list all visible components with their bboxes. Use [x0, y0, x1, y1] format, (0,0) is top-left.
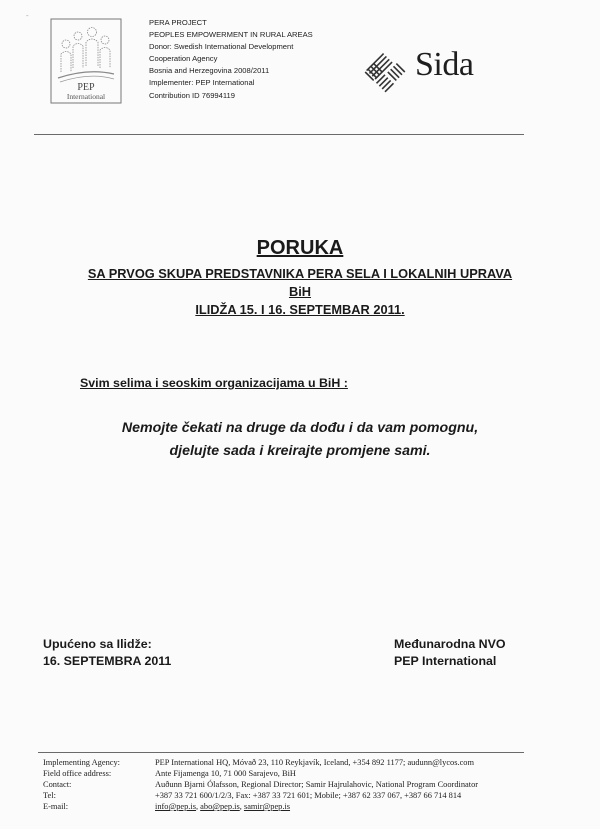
- contact-value: Auðunn Bjarni Ólafsson, Regional Director; Samir Hajrulahovic, National Program Coordinator: [155, 780, 479, 789]
- email-link[interactable]: info@pep.is: [155, 802, 196, 811]
- sent-from: Upućeno sa Ilidže:: [43, 637, 152, 651]
- footer-label: Field office address:: [43, 769, 112, 778]
- sida-logo: [361, 46, 491, 94]
- message-line-1: Nemojte čekati na druge da dođu i da vam pomognu,: [121, 420, 479, 436]
- project-info: [149, 17, 313, 102]
- sida-wordmark: Sida: [415, 46, 474, 83]
- addressee: Svim selima i seoskim organizacijama u BiH :: [80, 376, 348, 390]
- message-line-2: djelujte sada i kreirajte promjene sami.: [169, 443, 431, 459]
- logo-text-international: International: [66, 92, 106, 101]
- footer-label: Tel:: [43, 791, 56, 800]
- sent-date: 16. SEPTEMBRA 2011: [43, 654, 172, 668]
- project-line: Donor: Swedish International Development: [149, 42, 294, 52]
- letter-place-date: ILIDŽA 15. I 16. SEPTEMBAR 2011.: [195, 302, 405, 317]
- email-link[interactable]: samir@pep.is: [243, 802, 291, 811]
- email-value: info@pep.is, abo@pep.is, samir@pep.is: [155, 802, 291, 811]
- logo-text-pep: PEP: [77, 82, 95, 93]
- letter-subtitle: SA PRVOG SKUPA PREDSTAVNIKA PERA SELA I LOKALNIH UPRAVA: [87, 266, 513, 281]
- field-office-value: Ante Fijamenga 10, 71 000 Sarajevo, BiH: [155, 769, 296, 778]
- footer-divider: [38, 752, 524, 753]
- tel-value: +387 33 721 600/1/2/3, Fax: +387 33 721 601; Mobile; +387 62 337 067, +387 66 714 814: [155, 791, 462, 800]
- organization-type: Međunarodna NVO: [394, 637, 506, 651]
- project-line: PEOPLES EMPOWERMENT IN RURAL AREAS: [149, 30, 313, 40]
- project-line: Bosnia and Herzegovina 2008/2011: [149, 66, 270, 76]
- project-line: PERA PROJECT: [149, 18, 207, 27]
- project-line: Cooperation Agency: [149, 54, 218, 64]
- scan-mark: ˉ: [26, 14, 29, 23]
- header-divider: [34, 134, 524, 135]
- footer-label: Contact:: [43, 780, 72, 789]
- organization-name: PEP International: [394, 654, 497, 668]
- implementing-agency-value: PEP International HQ, Móvað 23, 110 Reykjavík, Iceland, +354 892 1177; audunn@lycos.com: [155, 758, 475, 767]
- letter-title: PORUKA: [256, 237, 344, 259]
- footer-values: [155, 757, 478, 812]
- sida-diamond-icon: [361, 50, 409, 94]
- footer-label: E-mail:: [43, 802, 69, 811]
- project-line: Contribution ID 76994119: [149, 90, 235, 100]
- email-link[interactable]: abo@pep.is: [200, 802, 240, 811]
- footer-labels: [43, 757, 120, 812]
- letter-subtitle-country: BiH: [288, 284, 312, 299]
- footer-label: Implementing Agency:: [43, 758, 120, 767]
- pep-international-logo: [50, 18, 122, 104]
- project-line: Implementer: PEP International: [149, 78, 255, 88]
